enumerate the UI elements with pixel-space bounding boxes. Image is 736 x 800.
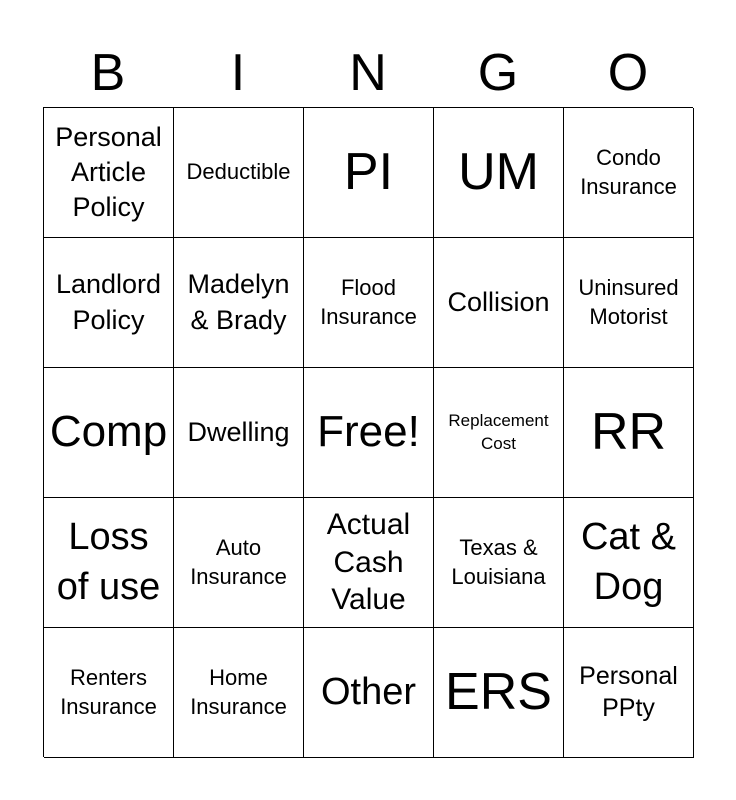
cell-label: Replacement Cost — [448, 411, 549, 453]
bingo-cell-r3c3[interactable] — [304, 368, 434, 498]
bingo-cell-r4c4[interactable] — [434, 498, 564, 628]
cell-label: Uninsured Motorist — [578, 274, 679, 329]
cell-label: Dwelling — [187, 416, 290, 447]
cell-label: Actual Cash Value — [326, 508, 411, 617]
cell-label: Texas & Louisiana — [451, 534, 546, 589]
bingo-cell-r5c1[interactable] — [44, 628, 174, 758]
cell-label: Free! — [317, 407, 420, 457]
bingo-cell-r4c3[interactable] — [304, 498, 434, 628]
cell-label: Cat & Dog — [580, 516, 677, 608]
bingo-cell-r3c2[interactable] — [174, 368, 304, 498]
bingo-cell-r4c1[interactable] — [44, 498, 174, 628]
cell-label: Comp — [49, 407, 168, 457]
cell-label: Condo Insurance — [580, 144, 677, 199]
bingo-cell-r2c2[interactable] — [174, 238, 304, 368]
bingo-cell-r2c3[interactable] — [304, 238, 434, 368]
cell-label: Home Insurance — [190, 664, 287, 719]
bingo-cell-r1c4[interactable] — [434, 108, 564, 238]
bingo-cell-r5c3[interactable] — [304, 628, 434, 758]
bingo-cell-r1c5[interactable] — [564, 108, 694, 238]
cell-label: ERS — [445, 663, 552, 722]
cell-label: Madelyn & Brady — [187, 269, 290, 335]
cell-label: Loss of use — [56, 516, 161, 608]
cell-label: Personal Article Policy — [55, 121, 162, 223]
bingo-cell-r3c1[interactable] — [44, 368, 174, 498]
cell-label: PI — [343, 143, 394, 202]
header-letter-o: O — [607, 44, 649, 102]
cell-label: RR — [590, 403, 667, 462]
bingo-cell-r3c5[interactable] — [564, 368, 694, 498]
bingo-cell-r4c5[interactable] — [564, 498, 694, 628]
bingo-cell-r4c2[interactable] — [174, 498, 304, 628]
cell-label: Auto Insurance — [190, 534, 287, 589]
bingo-board — [43, 107, 693, 757]
cell-label: Landlord Policy — [55, 269, 162, 335]
header-letter-n: N — [349, 44, 387, 102]
bingo-cell-r5c2[interactable] — [174, 628, 304, 758]
cell-label: Renters Insurance — [60, 664, 157, 719]
header-letter-g: G — [477, 44, 519, 102]
cell-label: Other — [320, 670, 417, 713]
bingo-cell-r1c1[interactable] — [44, 108, 174, 238]
cell-label: Flood Insurance — [320, 274, 417, 329]
header-letter-i: I — [230, 44, 246, 102]
bingo-cell-r5c5[interactable] — [564, 628, 694, 758]
header-letter-b: B — [90, 44, 126, 102]
bingo-cell-r2c4[interactable] — [434, 238, 564, 368]
bingo-header — [43, 40, 693, 106]
bingo-cell-r1c3[interactable] — [304, 108, 434, 238]
cell-label: Personal PPty — [579, 662, 678, 722]
bingo-cell-r3c4[interactable] — [434, 368, 564, 498]
cell-label: Deductible — [186, 159, 291, 185]
bingo-cell-r1c2[interactable] — [174, 108, 304, 238]
cell-label: Collision — [447, 286, 550, 317]
cell-label: UM — [458, 143, 539, 202]
bingo-cell-r2c1[interactable] — [44, 238, 174, 368]
bingo-cell-r2c5[interactable] — [564, 238, 694, 368]
bingo-cell-r5c4[interactable] — [434, 628, 564, 758]
